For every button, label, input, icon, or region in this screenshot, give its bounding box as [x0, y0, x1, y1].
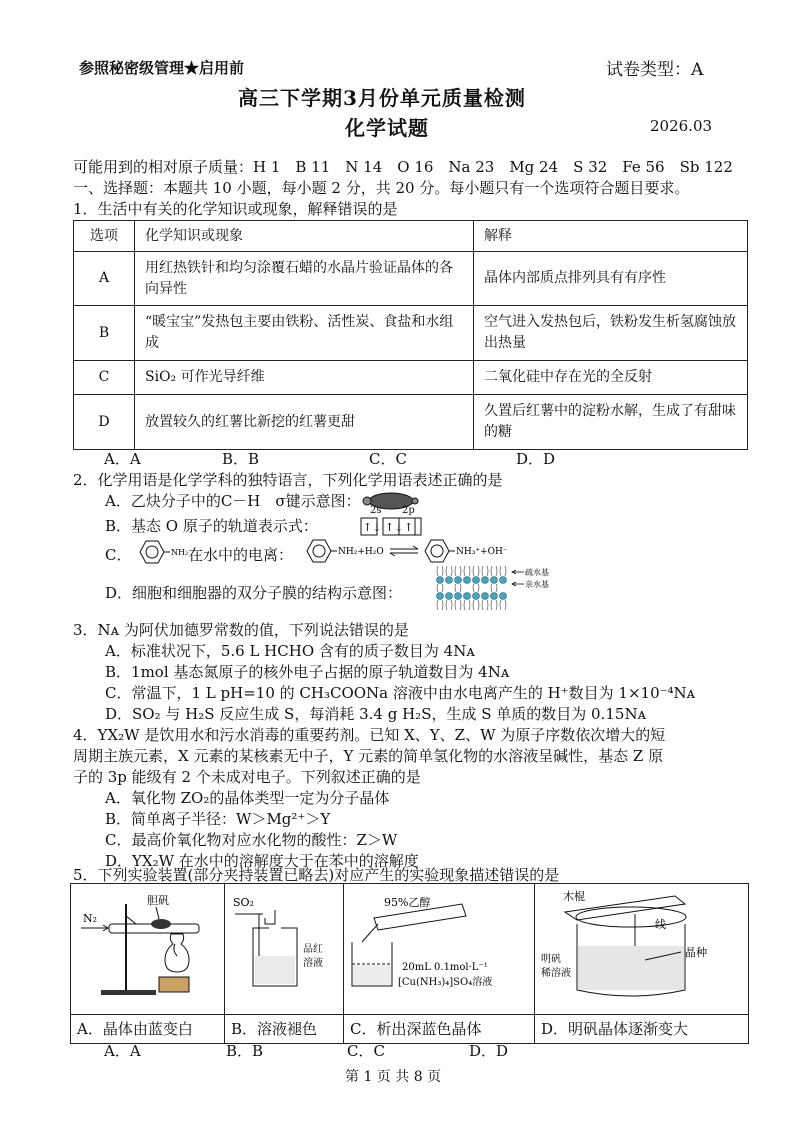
- table-row: [74, 395, 748, 450]
- orbital-diagram: [360, 517, 422, 537]
- apparatus-d-caption: D．明矾晶体逐渐变大: [535, 1015, 749, 1044]
- table-cell: SiO₂ 可作光导纤维: [135, 361, 474, 395]
- table-cell: 久置后红薯中的淀粉水解，生成了有甜味的糖: [474, 395, 748, 450]
- answer-option: C．C: [369, 450, 407, 468]
- q4-stem-line-1: 4．YX₂W 是饮用水和污水消毒的重要药剂。已知 X、Y、Z、W 为原子序数依次增大的短: [73, 726, 666, 744]
- table-header-row: [74, 221, 748, 252]
- section-heading: 一、选择题：本题共 10 小题，每小题 2 分，共 20 分。每小题只有一个选项符合题目要求。: [73, 179, 690, 197]
- q4-option-c: C．最高价氧化物对应水化物的酸性：Z＞W: [105, 831, 398, 849]
- subject-title: 化学试题: [345, 116, 429, 140]
- table-cell: 放置较久的红薯比新挖的红薯更甜: [135, 395, 474, 450]
- table-cell: 空气进入发热包后，铁粉发生析氢腐蚀放出热量: [474, 306, 748, 361]
- table-row: [74, 361, 748, 395]
- page-number: 第 1 页 共 8 页: [345, 1069, 442, 1085]
- equation-left: NH₂+H₂O: [338, 547, 384, 557]
- aniline-structure: [132, 538, 190, 566]
- mingfan-label-1: 明矾: [541, 954, 561, 965]
- q2-option-d: D．细胞和细胞器的双分子膜的结构示意图：: [105, 584, 403, 602]
- answer-option: D．D: [516, 450, 556, 468]
- q2-stem: 2．化学用语是化学学科的独特语言，下列化学用语表述正确的是: [73, 471, 503, 489]
- cu-label-2: [Cu(NH₃)₄]SO₄溶液: [398, 977, 493, 988]
- q3-stem: 3．Nᴀ 为阿伏加德罗常数的值，下列说法错误的是: [73, 621, 409, 639]
- table-header: 化学知识或现象: [135, 221, 474, 252]
- q4-option-b: B．简单离子半径：W＞Mg²⁺＞Y: [105, 810, 331, 828]
- page-title: 高三下学期3月份单元质量检测: [238, 86, 526, 110]
- q5-apparatus-table: [70, 883, 749, 1044]
- q1-table: [73, 220, 748, 450]
- apparatus-b-caption: B．溶液褪色: [225, 1015, 344, 1044]
- q5-stem: 5．下列实验装置(部分夹持装置已略去)对应产生的实验现象描述错误的是: [73, 866, 560, 884]
- q3-option-c: C．常温下，1 L pH=10 的 CH₃COONa 溶液中由水电离产生的 H⁺数目为 1×10⁻⁴Nᴀ: [105, 684, 696, 702]
- danfan-label: 胆矾: [147, 894, 169, 907]
- apparatus-a-caption: A．晶体由蓝变白: [71, 1015, 225, 1044]
- table-cell: A: [74, 252, 135, 306]
- table-header: 解释: [474, 221, 748, 252]
- orbital-2p-label: 2p: [402, 505, 415, 516]
- pinhong-label-1: 品红: [303, 944, 323, 955]
- table-cell: B: [74, 306, 135, 361]
- q2-option-c-label: C．: [105, 546, 132, 564]
- answer-option: A．A: [104, 450, 141, 468]
- apparatus-b-cell: [225, 884, 344, 1015]
- table-cell: 二氧化硅中存在光的全反射: [474, 361, 748, 395]
- apparatus-a-cell: [71, 884, 225, 1015]
- so2-label: SO₂: [233, 896, 254, 909]
- membrane-label-bottom: 亲水基: [525, 580, 549, 589]
- jingzhong-label: 晶种: [685, 946, 707, 959]
- xian-label: 线: [655, 918, 666, 931]
- mingfan-label-2: 稀溶液: [541, 968, 571, 979]
- q2-option-a: A．乙炔分子中的C－H σ键示意图：: [105, 492, 361, 510]
- table-cell: 用红热铁针和均匀涂覆石蜡的水晶片验证晶体的各向异性: [135, 252, 474, 306]
- ionization-equation: [305, 536, 525, 566]
- ethanol-label: 95%乙醇: [384, 896, 431, 909]
- q2-option-b: B．基态 O 原子的轨道表示式：: [105, 517, 318, 535]
- apparatus-c-diagram: [344, 884, 534, 1010]
- svg-text:↑↓: ↑↓: [385, 521, 404, 534]
- cu-label-1: 20mL 0.1mol·L⁻¹: [402, 962, 488, 973]
- q4-option-a: A．氧化物 ZO₂的晶体类型一定为分子晶体: [105, 789, 390, 807]
- paper-type: 试卷类型：A: [606, 60, 704, 80]
- svg-text:↑: ↑: [404, 521, 414, 534]
- q4-stem-line-3: 子的 3p 能级有 2 个未成对电子。下列叙述正确的是: [73, 768, 421, 786]
- exam-date: 2026.03: [650, 117, 713, 135]
- n2-label: N₂: [83, 912, 98, 925]
- table-row: [74, 306, 748, 361]
- answer-option: D．D: [469, 1042, 509, 1060]
- membrane-label-top: 疏水基: [525, 568, 549, 577]
- q3-option-b: B．1mol 基态氮原子的核外电子占据的原子轨道数目为 4Nᴀ: [105, 663, 510, 681]
- apparatus-d-cell: [535, 884, 749, 1015]
- answer-option: C．C: [347, 1042, 385, 1060]
- table-cell: D: [74, 395, 135, 450]
- mugun-label: 木棍: [563, 890, 585, 903]
- answer-option: A．A: [104, 1042, 141, 1060]
- answer-option: B．B: [222, 450, 260, 468]
- bilayer-membrane-diagram: [428, 564, 568, 616]
- table-cell: C: [74, 361, 135, 395]
- q2-option-c-text: 在水中的电离：: [188, 546, 294, 564]
- pinhong-label-2: 溶液: [303, 958, 323, 969]
- q4-option-d: D．YX₂W 在水中的溶解度大于在苯中的溶解度: [105, 852, 419, 870]
- table-cell: “暖宝宝”发热包主要由铁粉、活性炭、食盐和水组成: [135, 306, 474, 361]
- svg-text:↑↓: ↑↓: [363, 521, 382, 534]
- apparatus-c-caption: C．析出深蓝色晶体: [344, 1015, 535, 1044]
- equation-right: NH₃⁺+OH⁻: [456, 547, 508, 557]
- atomic-masses: 可能用到的相对原子质量：H 1 B 11 N 14 O 16 Na 23 Mg 24 S 32 Fe 56 Sb 122: [73, 158, 733, 176]
- apparatus-c-cell: [344, 884, 535, 1015]
- table-header: 选项: [74, 221, 135, 252]
- q3-option-d: D．SO₂ 与 H₂S 反应生成 S，每消耗 3.4 g H₂S，生成 S 单质的数目为 0.15Nᴀ: [105, 705, 647, 723]
- table-row: [74, 252, 748, 306]
- confidential-mark: 参照秘密级管理★启用前: [79, 59, 245, 77]
- orbital-2s-label: 2s: [370, 505, 382, 516]
- answer-option: B．B: [226, 1042, 264, 1060]
- q3-option-a: A．标准状况下，5.6 L HCHO 含有的质子数目为 4Nᴀ: [105, 642, 475, 660]
- nh2-label: NH₂: [171, 548, 189, 557]
- apparatus-a-diagram: [71, 884, 224, 1010]
- table-cell: 晶体内部质点排列具有有序性: [474, 252, 748, 306]
- q4-stem-line-2: 周期主族元素，X 元素的某核素无中子，Y 元素的简单氢化物的水溶液呈碱性，基态 Z 原: [73, 747, 664, 765]
- apparatus-b-diagram: [225, 884, 343, 1010]
- q1-stem: 1．生活中有关的化学知识或现象，解释错误的是: [73, 200, 398, 218]
- apparatus-d-diagram: [535, 884, 748, 1010]
